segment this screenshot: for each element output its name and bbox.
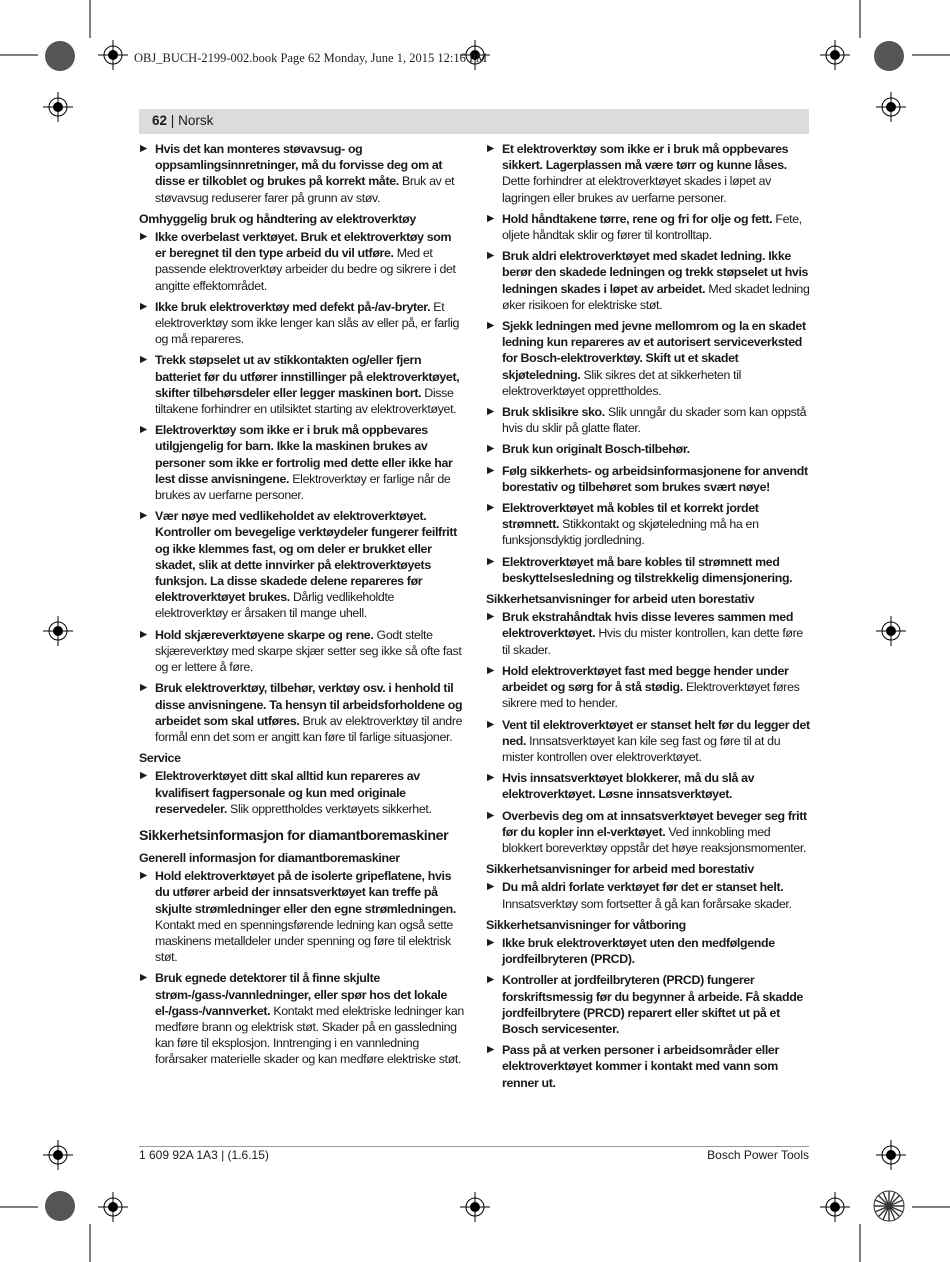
without-stand-list [486,609,811,856]
list-item [139,141,464,206]
triangle-bullet-icon: ▶ [487,406,494,418]
triangle-bullet-icon: ▶ [487,664,494,676]
item-bold-text: Kontroller at jordfeilbryteren (PRCD) fungerer forskriftsmessig før du begynner å arbeide. Få skadde jordfeilbrytere (PRCD) reparert eller skiftet ut på et Bosch servicesenter. [502,973,803,1036]
item-text: Slik opprettholdes verktøyets sikkerhet. [226,801,432,816]
item-bold-text: Elektroverktøy som ikke er i bruk må oppbevares utilgjengelig for barn. Ikke la maskinen brukes av personer som ikke er fortrolig med dette eller ikke har lest disse anvisningene. [155,423,453,486]
item-bold-text: Overbevis deg om at innsatsverktøyet beveger seg fritt før du kopler inn el-verktøyet. [502,808,807,839]
list-item [486,717,811,766]
item-bold-text: Hold skjæreverktøyene skarpe og rene. [155,627,374,642]
item-bold-text: Sjekk ledningen med jevne mellomrom og la en skadet ledning kun repareres av et autorisert serviceverksted for Bosch-elektroverktøy. Skift ut et skadet skjøteledning. [502,319,806,382]
item-bold-text: Vent til elektroverktøyet er stanset helt før du legger det ned. [502,717,810,748]
crosshair-icon [43,92,73,122]
section-heading: Sikkerhetsanvisninger for arbeid uten borestativ [486,592,755,607]
triangle-bullet-icon: ▶ [487,464,494,476]
list-item [486,318,811,399]
item-bold-text: Bruk sklisikre sko. [502,405,605,420]
list-item [486,441,811,457]
list-item [139,422,464,503]
triangle-bullet-icon: ▶ [487,936,494,948]
triangle-bullet-icon: ▶ [140,770,147,782]
crosshair-icon [98,1192,128,1222]
page-language: Norsk [178,113,214,128]
list-item [486,808,811,857]
right-column [486,141,811,1096]
triangle-bullet-icon: ▶ [487,320,494,332]
item-bold-text: Bruk aldri elektroverktøyet med skadet ledning. Ikke berør den skadede ledningen og trekk støpselet ut hvis ledningen skades i løpet av arbeidet. [502,249,809,296]
item-text: Hvis du mister kontrollen, kan dette føre til skader. [502,626,803,657]
item-bold-text: Ikke bruk elektroverktøyet uten den medfølgende jordfeilbryteren (PRCD). [502,935,775,967]
item-bold-text: Elektroverktøyet ditt skal alltid kun repareres av kvalifisert fagpersonale og kun med originale reservedeler. [155,769,420,816]
list-item [486,463,811,495]
item-bold-text: Hold elektroverktøyet på de isolerte gripeflatene, hvis du utfører arbeid der innsatsverktøyet kan treffe på skjulte strømledninger eller den egne strømledningen. [155,869,456,916]
list-item [139,352,464,417]
item-text: Med et passende elektroverktøy arbeider du bedre og sikrere i det angitte effektområdet. [155,246,456,293]
list-item [139,970,464,1067]
list-item [139,229,464,294]
page-number: 62 [152,113,168,128]
page-header [152,113,213,128]
triangle-bullet-icon: ▶ [140,424,147,436]
triangle-bullet-icon: ▶ [140,870,147,882]
crosshair-icon [460,1192,490,1222]
item-text: Godt stelte skjæreverktøy med skarpe skjær setter seg ikke så ofte fast og er lettere å føre. [155,627,462,675]
triangle-bullet-icon: ▶ [487,250,494,262]
file-slug: OBJ_BUCH-2199-002.book Page 62 Monday, June 1, 2015 12:16 PM [134,51,488,65]
item-bold-text: Bruk elektroverktøy, tilbehør, verktøy osv. i henhold til disse anvisningene. Ta hensyn til arbeidsforholdene og arbeidet som skal utføres. [155,681,463,728]
item-bold-text: Hold elektroverktøyet fast med begge hender under arbeidet og sørg for å stå stødig. [502,663,789,695]
triangle-bullet-icon: ▶ [487,1044,494,1056]
registration-dot-icon [873,40,905,72]
list-item [486,770,811,802]
item-text: Dette forhindrer at elektroverktøyet skades i løpet av lagringen eller brukes av uerfarne personer. [502,174,771,205]
triangle-bullet-icon: ▶ [487,881,494,893]
item-text: Slik sikres det at sikkerheten til elektroverktøyet opprettholdes. [502,367,742,398]
list-item [486,141,811,206]
registration-dot-icon [44,40,76,72]
list-item [139,508,464,621]
crosshair-icon [98,40,128,70]
item-bold-text: Bruk ekstrahåndtak hvis disse leveres sammen med elektroverktøyet. [502,610,794,641]
list-item [139,768,464,817]
item-bold-text: Hvis det kan monteres støvavsug- og oppsamlingsinnretninger, må du forvisse deg om at disse er tilkoblet og brukes på korrekt måte. [155,142,443,189]
item-bold-text: Elektroverktøyet må kobles til et korrekt jordet strømnett. [502,501,759,532]
section-heading: Service [139,751,181,766]
triangle-bullet-icon: ▶ [487,772,494,784]
item-text: Et elektroverktøy som ikke lenger kan slås av eller på, er farlig og må repareres. [155,299,460,347]
left-column [139,141,464,1073]
list-item [139,299,464,348]
triangle-bullet-icon: ▶ [140,143,147,154]
service-list [139,768,464,817]
page-header-bar [139,109,809,134]
list-item [486,500,811,549]
triangle-bullet-icon: ▶ [140,231,147,243]
list-item [486,1042,811,1091]
item-bold-text: Hold håndtakene tørre, rene og fri for olje og fett. [502,211,773,226]
item-text: Slik unngår du skader som kan oppstå hvis du sklir på glatte flater. [502,405,807,436]
item-text: Bruk av et støvavsug reduserer farer på grunn av støv. [155,174,455,205]
item-bold-text: Elektroverktøyet må bare kobles til strømnett med beskyttelsesledning og tilstrekkelig dimensjonering. [502,554,793,585]
item-bold-text: Du må aldri forlate verktøyet før det er stanset helt. [502,880,784,895]
wet-drilling-list [486,935,811,1091]
item-bold-text: Et elektroverktøy som ikke er i bruk må oppbevares sikkert. Lagerplassen må være tørr og kunne låses. [502,142,789,173]
top-list [486,141,811,586]
list-item [486,554,811,586]
item-bold-text: Følg sikkerhets- og arbeidsinformasjonene for anvendt borestativ og tilbehøret som brukes svært nøye! [502,463,808,494]
item-text: Disse tiltakene forhindrer en utilsiktet starting av elektroverktøyet. [155,385,457,417]
triangle-bullet-icon: ▶ [140,682,147,694]
list-item [486,972,811,1037]
triangle-bullet-icon: ▶ [140,628,147,640]
triangle-bullet-icon: ▶ [140,300,147,312]
crosshair-icon [43,616,73,646]
list-item [486,248,811,313]
crosshair-icon [876,92,906,122]
item-text: Kontakt med en spenningsførende ledning kan også sette maskinens metalldeler under spenning og føre til elektrisk støt. [155,917,453,965]
item-text: Innsatsverktøy som fortsetter å gå kan forårsake skader. [502,896,792,911]
triangle-bullet-icon: ▶ [140,354,147,366]
triangle-bullet-icon: ▶ [487,212,494,224]
list-item [486,663,811,712]
item-text: Ved innkobling med blokkert boreverktøy oppstår det høye reaksjonsmomenter. [502,824,807,855]
list-item [139,627,464,676]
triangle-bullet-icon: ▶ [487,718,494,730]
item-bold-text: Pass på at verken personer i arbeidsområder eller elektroverktøyet kommer i kontakt med vann som renner ut. [502,1043,779,1090]
starburst-icon [873,1190,905,1222]
section-heading: Generell informasjon for diamantboremaskiner [139,850,400,865]
item-text: Innsatsverktøyet kan kile seg fast og føre til at du mister kontrollen over elektroverktøyet. [502,733,781,764]
triangle-bullet-icon: ▶ [487,611,494,623]
registration-dot-icon [44,1190,76,1222]
list-item [486,404,811,436]
item-text: Elektroverktøyet føres sikrere med to hender. [502,680,800,711]
footer-divider [139,1146,809,1147]
item-bold-text: Trekk støpselet ut av stikkontakten og/eller fjern batteriet før du utfører innstillinger på elektroverktøyet, skifter tilbehørsdeler eller legger maskinen bort. [155,353,460,400]
section-heading: Sikkerhetsanvisninger for arbeid med borestativ [486,862,754,877]
crosshair-icon [876,1140,906,1170]
triangle-bullet-icon: ▶ [487,809,494,821]
item-text: Med skadet ledning øker risikoen for elektriske støt. [502,281,810,312]
crosshair-icon [43,1140,73,1170]
item-bold-text: Bruk egnede detektorer til å finne skjulte strøm-/gass-/vannledninger, eller spør hos det lokale el-/gass-/vannverket. [155,971,447,1018]
item-bold-text: Ikke bruk elektroverktøy med defekt på-/av-bryter. [155,299,431,314]
with-stand-list [486,879,811,911]
item-text: Kontakt med elektriske ledninger kan medføre brann og elektrisk støt. Skader på en gassledning kan føre til eksplosjon. Inntrenging i en vannledning forårsaker materielle skader og kan medføre elektriske støt. [155,1003,464,1067]
section-heading: Sikkerhetsanvisninger for våtboring [486,917,686,932]
list-item [486,935,811,967]
triangle-bullet-icon: ▶ [140,510,147,522]
section-heading: Omhyggelig bruk og håndtering av elektroverktøy [139,211,416,226]
crosshair-icon [876,616,906,646]
triangle-bullet-icon: ▶ [487,555,494,567]
triangle-bullet-icon: ▶ [487,974,494,986]
footer-brand: Bosch Power Tools [707,1148,809,1162]
item-text: Fete, oljete håndtak sklir og fører til kontrolltap. [502,211,802,243]
triangle-bullet-icon: ▶ [140,972,147,984]
general-list [139,868,464,1067]
footer-doc-number: 1 609 92A 1A3 | (1.6.15) [139,1148,269,1162]
careful-list [139,229,464,745]
triangle-bullet-icon: ▶ [487,443,494,455]
section-title: Sikkerhetsinformasjon for diamantboremaskiner [139,827,449,844]
item-bold-text: Vær nøye med vedlikeholdet av elektroverktøyet. Kontroller om bevegelige verktøydeler fungerer feilfritt og ikke klemmes fast, og om deler er brukket eller skadet, slik at dette innvirker på elektroverktøyets funksjon. La disse skadede delene repareres før elektroverktøyet brukes. [155,509,457,605]
list-item [139,680,464,745]
header-separator: | [170,113,175,128]
list-item [486,879,811,911]
item-bold-text: Ikke overbelast verktøyet. Bruk et elektroverktøy som er beregnet til den type arbeid du vil utføre. [155,230,452,261]
triangle-bullet-icon: ▶ [487,143,494,154]
list-item [139,868,464,965]
item-bold-text: Hvis innsatsverktøyet blokkerer, må du slå av elektroverktøyet. Løsne innsatsverktøyet. [502,771,755,802]
triangle-bullet-icon: ▶ [487,502,494,514]
list-item [486,609,811,658]
list-item [486,211,811,243]
item-text: Bruk av elektroverktøy til andre formål enn det som er angitt kan føre til farlige situasjoner. [155,713,463,744]
item-bold-text: Bruk kun originalt Bosch-tilbehør. [502,442,690,457]
item-text: Dårlig vedlikeholdte elektroverktøy er årsaken til mange uhell. [155,590,395,621]
item-text: Elektroverktøy er farlige når de brukes av uerfarne personer. [155,471,451,503]
crosshair-icon [820,40,850,70]
item-text: Stikkontakt og skjøteledning må ha en funksjonsdyktig jordledning. [502,517,759,548]
crosshair-icon [820,1192,850,1222]
